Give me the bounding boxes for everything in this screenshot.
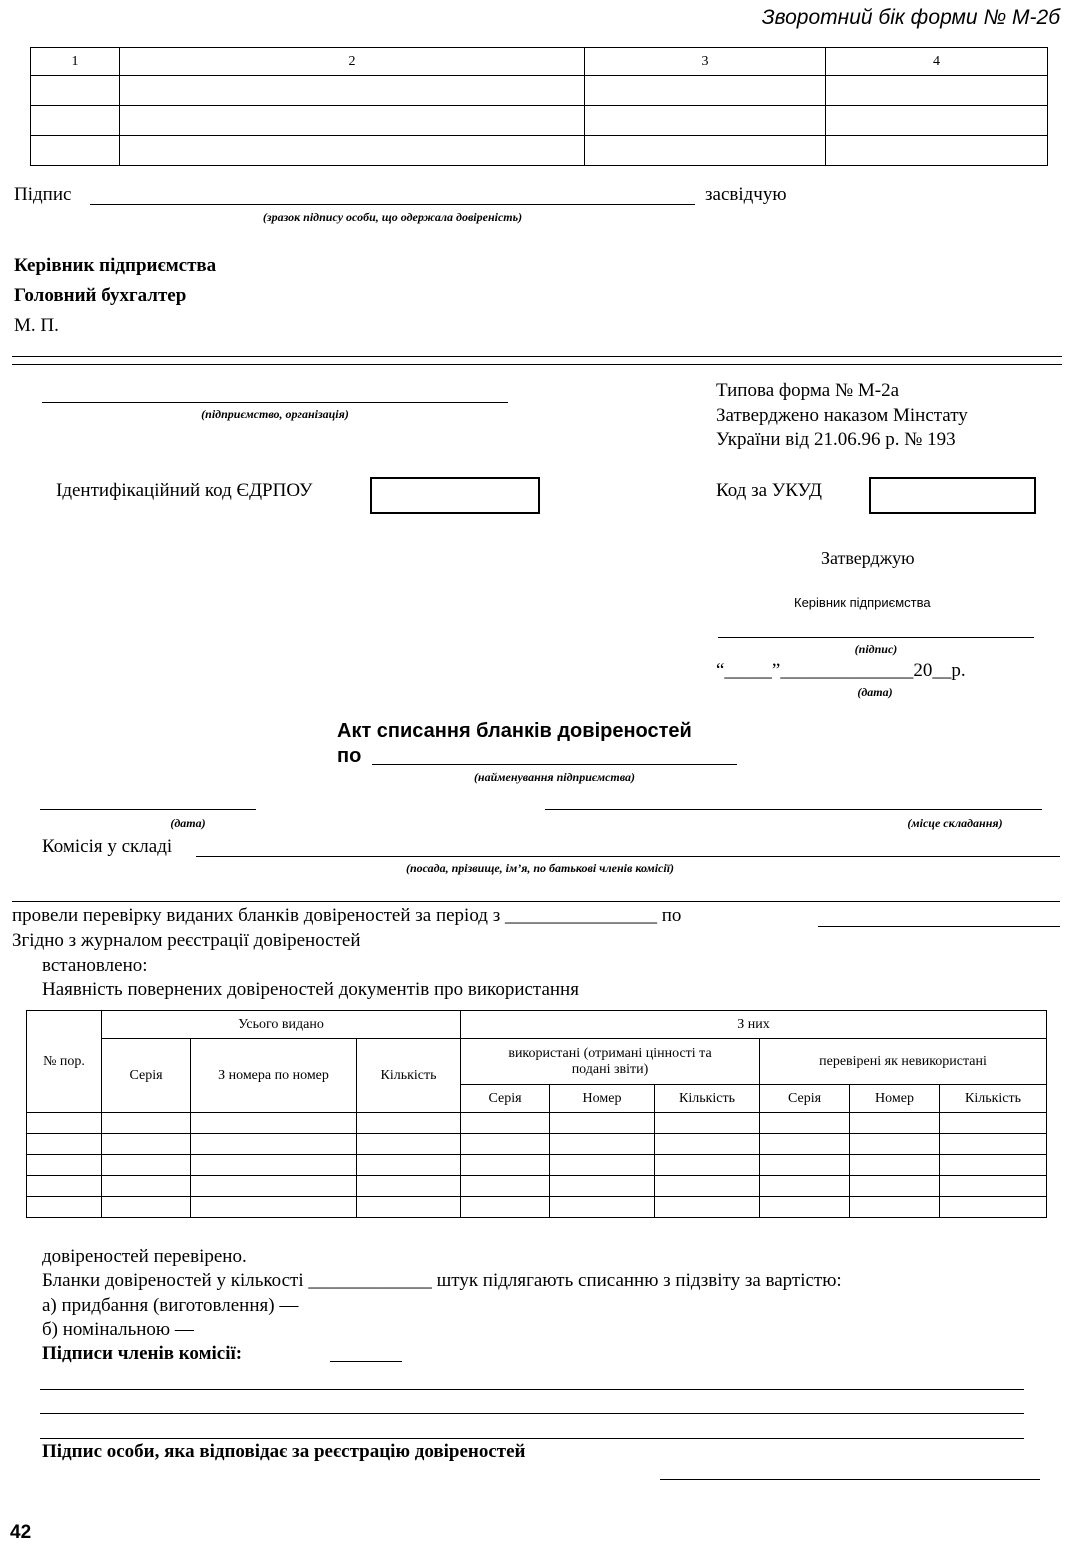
period-to-line[interactable] [818, 926, 1060, 927]
table-row [27, 1113, 1047, 1134]
org-hint: (підприємство, організація) [201, 407, 349, 421]
enterprise-line[interactable] [372, 764, 737, 765]
established-text: встановлено: [42, 955, 148, 976]
used-number-header: Номер [550, 1085, 655, 1113]
act-title: Акт списання бланків довіреностей [337, 720, 692, 742]
presence-text: Наявність повернених довіреностей документів про використання [42, 979, 579, 1000]
ukud-label: Код за УКУД [716, 480, 823, 501]
from-to-header: З номера по номер [191, 1039, 357, 1113]
act-title-po: по [337, 745, 362, 767]
registrar-sign-label: Підпис особи, яка відповідає за реєстрацію довіреностей [42, 1441, 526, 1462]
act-date-line[interactable] [40, 809, 256, 810]
enterprise-hint: (найменування підприємства) [473, 770, 636, 784]
checked-period: провели перевірку виданих бланків довіреностей за період з ________________ по [12, 905, 682, 926]
member-sign-line[interactable] [330, 1361, 402, 1362]
org-line[interactable] [42, 402, 508, 403]
form-back-title: Зворотний бік форми № М-2б [761, 6, 1060, 29]
sign-line[interactable] [90, 204, 695, 205]
page-number: 42 [10, 1522, 32, 1543]
col-header: 3 [585, 48, 826, 76]
used-header: використані (отримані цінності та подані звіти) [461, 1039, 760, 1085]
table-row [31, 106, 1048, 136]
used-quantity-header: Кількість [655, 1085, 760, 1113]
issued-total-header: Усього видано [102, 1011, 461, 1039]
commission-hint: (посада, прізвище, ім’я, по батькові членів комісії) [405, 861, 675, 875]
commission-label: Комісія у складі [42, 836, 173, 857]
edrpou-label: Ідентифікаційний код ЄДРПОУ [56, 480, 313, 501]
table-row [31, 136, 1048, 166]
stamp-label: М. П. [14, 315, 59, 336]
unused-number-header: Номер [850, 1085, 940, 1113]
member-sign-line[interactable] [40, 1438, 1024, 1439]
unused-header: перевірені як невикористані [760, 1039, 1047, 1085]
approve-signature-line[interactable] [718, 637, 1034, 638]
unused-quantity-header: Кількість [940, 1085, 1047, 1113]
date-hint: (дата) [857, 685, 893, 699]
sign-hint: (зразок підпису особи, що одержала довіреність) [262, 210, 523, 224]
item-b: б) номінальною — [42, 1319, 194, 1340]
col-no: № пор. [27, 1011, 102, 1113]
journal-text: Згідно з журналом реєстрації довіреностей [12, 930, 361, 951]
col-header: 4 [826, 48, 1048, 76]
head-label: Керівник підприємства [14, 255, 217, 276]
form-number: Типова форма № М-2а [716, 380, 900, 401]
member-sign-line[interactable] [40, 1413, 1024, 1414]
commission-line-2[interactable] [12, 901, 1060, 902]
table-row [27, 1155, 1047, 1176]
table-row [27, 1197, 1047, 1218]
checked-text: довіреностей перевірено. [42, 1246, 247, 1267]
signature-hint: (підпис) [854, 642, 898, 656]
approve-label: Затверджую [821, 548, 915, 568]
place-hint: (місце складання) [907, 816, 1003, 830]
approve-date-line[interactable]: “_____”______________20__р. [716, 660, 966, 681]
of-them-header: З них [461, 1011, 1047, 1039]
unused-series-header: Серія [760, 1085, 850, 1113]
edrpou-field[interactable] [370, 477, 540, 514]
sign-label: Підпис [14, 184, 72, 205]
series-header: Серія [102, 1039, 191, 1113]
chief-accountant-label: Головний бухгалтер [14, 285, 187, 306]
approved-by: Затверджено наказом Мінстату [716, 405, 968, 426]
sign-suffix: засвідчую [705, 184, 787, 205]
quantity-header: Кількість [357, 1039, 461, 1113]
registrar-sign-line[interactable] [660, 1479, 1040, 1480]
table-row [27, 1176, 1047, 1197]
table-row [27, 1134, 1047, 1155]
divider [12, 356, 1062, 357]
members-signatures: Підписи членів комісії: [42, 1343, 243, 1364]
col-header: 2 [120, 48, 585, 76]
act-date-hint: (дата) [170, 816, 206, 830]
place-line[interactable] [545, 809, 1042, 810]
member-sign-line[interactable] [40, 1389, 1024, 1390]
approve-head: Керівник підприємства [794, 595, 931, 610]
col-header: 1 [31, 48, 120, 76]
used-series-header: Серія [461, 1085, 550, 1113]
ukud-field[interactable] [869, 477, 1036, 514]
approved-date: України від 21.06.96 р. № 193 [716, 429, 956, 450]
top-table [30, 47, 1048, 166]
divider [12, 364, 1062, 365]
table-row [31, 76, 1048, 106]
commission-line[interactable] [196, 856, 1060, 857]
forms-quantity-text: Бланки довіреностей у кількості _____________ штук підлягають списанню з підзвіту за вартістю: [42, 1270, 842, 1291]
item-a: а) придбання (виготовлення) — [42, 1295, 299, 1316]
blanks-table [26, 1010, 1047, 1218]
